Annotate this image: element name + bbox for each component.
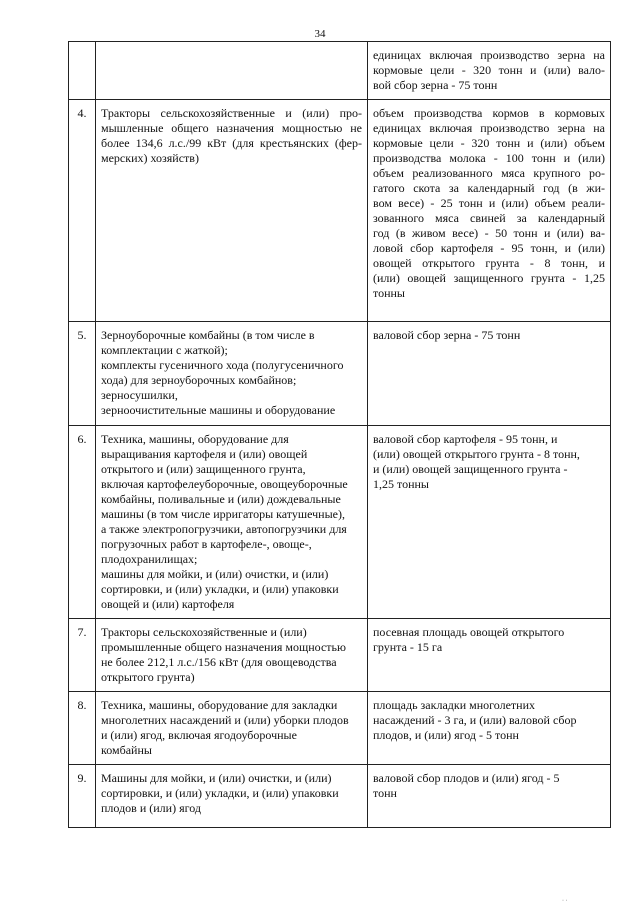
production-indicator-line: насаждений - 3 га, и (или) валовой сбор [373,713,577,727]
production-indicator [368,692,611,765]
equipment-name-line: включая картофелеуборочные, овощеуборочные [101,477,348,491]
equipment-name-line: Зерноуборочные комбайны (в том числе в [101,328,315,342]
equipment-name-line: Тракторы сельскохозяйственные и (или) про- [101,106,362,120]
equipment-name [96,42,368,100]
table-row [69,426,611,619]
production-indicator-line: ловой сбор картофеля - 95 тонн, и (или) [373,241,605,255]
equipment-name-line: сортировки, и (или) укладки, и (или) упаковки [101,786,339,800]
equipment-table [68,41,611,828]
equipment-name-line: выращивания картофеля и (или) овощей [101,447,308,461]
row-number: 8. [69,692,96,765]
table-row [69,765,611,828]
production-indicator-line: гатого скота за календарный год (в жи- [373,181,605,195]
production-indicator-line: кормовые цели - 320 тонн и (или) вало- [373,63,605,77]
equipment-name [96,765,368,828]
table-row [69,100,611,322]
equipment-name-line: сортировки, и (или) укладки, и (или) упаковки [101,582,339,596]
table-row [69,322,611,426]
production-indicator-line: плодов, и (или) ягод - 5 тонн [373,728,519,742]
production-indicator-line: (или) овощей защищенного грунта - 1,25 [373,271,605,285]
production-indicator-line: вой сбор зерна - 75 тонн [373,78,498,92]
production-indicator-line: единицах включая производство зерна на [373,48,605,62]
row-number: 9. [69,765,96,828]
production-indicator [368,42,611,100]
table-row [69,692,611,765]
equipment-name [96,692,368,765]
production-indicator-line: кормовые цели - 320 тонн и (или) объем [373,136,605,150]
production-indicator-line: объем реализованного мяса крупного ро- [373,166,605,180]
production-indicator-line: тонны [373,286,405,300]
row-number: 7. [69,619,96,692]
equipment-name-line: комплекты гусеничного хода (полугусеничного [101,358,344,372]
production-indicator-line: грунта - 15 га [373,640,443,654]
equipment-name-line: промышленные общего назначения мощностью [101,640,346,654]
production-indicator-line: (или) овощей открытого грунта - 8 тонн, [373,447,580,461]
equipment-name-line: комбайны [101,743,152,757]
equipment-name-line: зерноочистительные машины и оборудование [101,403,336,417]
production-indicator-line: 1,25 тонны [373,477,429,491]
equipment-name-line: мышленные общего назначения мощностью не [101,121,362,135]
equipment-name-line: Техника, машины, оборудование для закладки [101,698,338,712]
equipment-name-line: а также электропогрузчики, автопогрузчики для [101,522,347,536]
equipment-name-line: более 134,6 л.с./99 кВт (для крестьянских (фер- [101,136,362,150]
equipment-name-line: погрузочных работ в картофеле-, овоще-, [101,537,312,551]
production-indicator-line: объем производства кормов в кормовых [373,106,605,120]
production-indicator-line: тонн [373,786,397,800]
row-number: 5. [69,322,96,426]
equipment-name-line: Техника, машины, оборудование для [101,432,289,446]
row-number: 4. [69,100,96,322]
production-indicator-line: единицах включая производство зерна на [373,121,605,135]
equipment-name-line: комбайны, поливальные и (или) дождевальные [101,492,341,506]
equipment-name-line: зерносушилки, [101,388,178,402]
corner-mark: · · [562,898,568,904]
production-indicator-line: валовой сбор картофеля - 95 тонн, и [373,432,558,446]
equipment-name [96,322,368,426]
equipment-name-line: не более 212,1 л.с./156 кВт (для овощеводства [101,655,337,669]
equipment-name-line: плодохранилищах; [101,552,198,566]
production-indicator [368,765,611,828]
equipment-name-line: хода) для зерноуборочных комбайнов; [101,373,297,387]
production-indicator [368,426,611,619]
equipment-name-line: и (или) ягод, включая ягодоуборочные [101,728,297,742]
equipment-name-line: открытого грунта) [101,670,195,684]
production-indicator-line: посевная площадь овощей открытого [373,625,565,639]
equipment-name-line: машины (в том числе ирригаторы катушечные), [101,507,345,521]
equipment-name [96,100,368,322]
production-indicator-line: вом весе) - 25 тонн и (или) объем реали- [373,196,605,210]
equipment-name [96,426,368,619]
table-row [69,619,611,692]
equipment-name-line: овощей и (или) картофеля [101,597,235,611]
production-indicator-line: и (или) овощей защищенного грунта - [373,462,568,476]
equipment-name-line: Тракторы сельскохозяйственные и (или) [101,625,307,639]
equipment-name-line: открытого и (или) защищенного грунта, [101,462,306,476]
equipment-name-line: плодов и (или) ягод [101,801,201,815]
production-indicator-line: валовой сбор плодов и (или) ягод - 5 [373,771,560,785]
production-indicator-line: год (в живом весе) - 50 тонн и (или) ва- [373,226,605,240]
production-indicator-line: площадь закладки многолетних [373,698,536,712]
production-indicator-line: производства молока - 100 тонн и (или) [373,151,605,165]
equipment-name-line: мерских) хозяйств) [101,151,199,165]
row-number: 6. [69,426,96,619]
production-indicator-line: зованного мяса свиней за календарный [373,211,605,225]
production-indicator [368,322,611,426]
equipment-name-line: многолетних насаждений и (или) уборки плодов [101,713,349,727]
production-indicator [368,619,611,692]
equipment-name-line: комплектации с жаткой); [101,343,228,357]
equipment-name [96,619,368,692]
equipment-name-line: Машины для мойки, и (или) очистки, и (или) [101,771,332,785]
table-row [69,42,611,100]
production-indicator-line: овощей открытого грунта - 8 тонн, и [373,256,605,270]
production-indicator-line: валовой сбор зерна - 75 тонн [373,328,521,342]
row-number [69,42,96,100]
equipment-name-line: машины для мойки, и (или) очистки, и (или) [101,567,329,581]
page-number: 34 [314,28,326,40]
production-indicator [368,100,611,322]
